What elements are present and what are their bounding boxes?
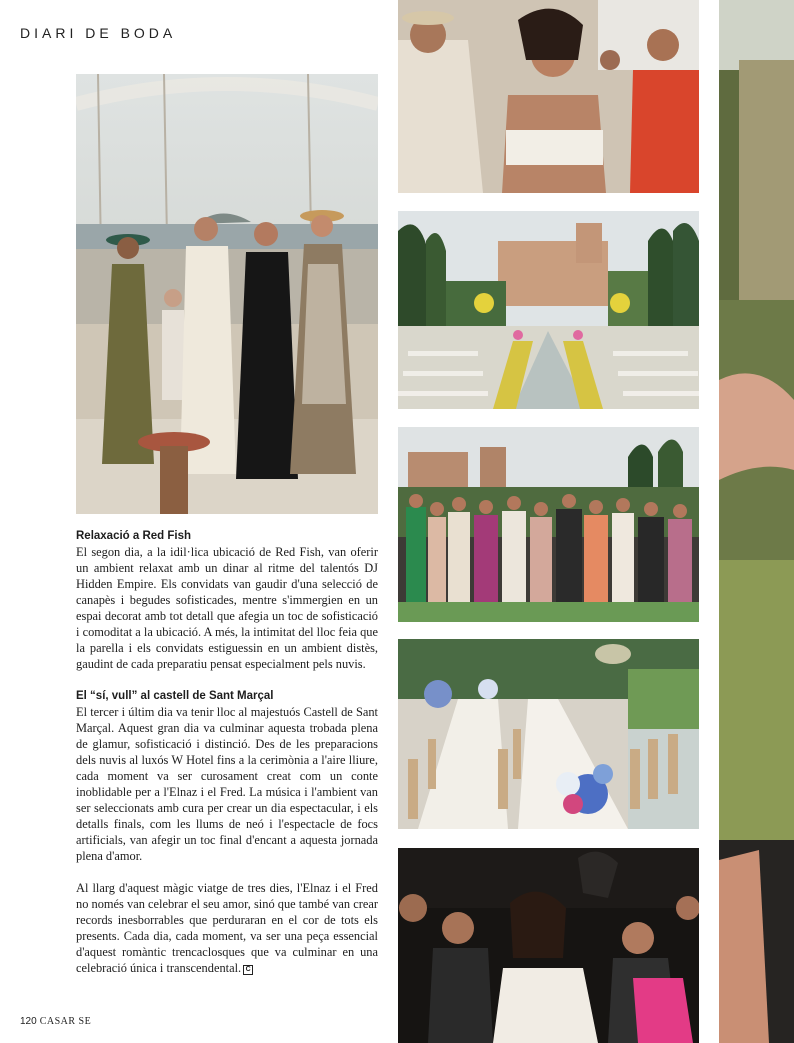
photo-castle-group (398, 427, 699, 622)
photo-top-guests (398, 0, 699, 193)
photo-castle-ceremony (398, 211, 699, 409)
page-footer (20, 1016, 91, 1027)
page-number: 120 (20, 1016, 37, 1027)
photo-right-edge (719, 0, 794, 1043)
paragraph-conclusion-text: Al llarg d'aquest màgic viatge de tres dies, l'Elnaz i el Fred no només van celebrar el seu amor, sinó que també van crear records inesborrables que perduraran en el cor de tots els presents. Cada dia, cada moment, va ser una peça essencial d'aquest romàntic trencaclosques que va culminar en una celebració única i transcendental. (76, 881, 378, 975)
paragraph-red-fish: El segon dia, a la idil·lica ubicació de Red Fish, van oferir un ambient relaxat amb un dinar al ritme del talentós DJ Hidden Empire. Els convidats van gaudir d'una selecció de canapès i begudes sofisticades, mentre s'immergien en un espai decorat amb tot detall que afegia un toc de sofisticació i comoditat a la ubicació. A més, la intimitat del lloc feia que la parella i els convidats estiguessin en un ambient distès, gaudint de cada preparatiu pensat especialment pels nuvis. (76, 545, 378, 671)
photo-beach-guests (76, 74, 378, 514)
article-body (76, 528, 378, 992)
photo-bride-party (398, 848, 699, 1043)
magazine-brand: CASAR SE (39, 1016, 92, 1027)
paragraph-sant-marcal: El tercer i últim dia va tenir lloc al majestuós Castell de Sant Marçal. Aquest gran dia va culminar aquesta trobada plena de glamur, sofisticació i distinció. Des de les preparacions dels nuvis al luxós W Hotel fins a la cerimònia a l'aire lliure, cada moment va ser curosament creat com un conte inoblidable per a l'Elnaz i el Fred. La música i l'ambient van ser seleccionats amb cura per crear un dia espectacular, i els detalls finals, com les llums de neó i l'espectacle de focs artificials, van afegir un toc final d'encant a aquesta jornada plena d'amor. (76, 705, 378, 863)
subheading-sant-marcal: El “sí, vull” al castell de Sant Marçal (76, 690, 274, 702)
end-mark-icon: C (243, 965, 253, 975)
section-label: DIARI DE BODA (20, 25, 177, 41)
subheading-red-fish: Relaxació a Red Fish (76, 530, 192, 542)
paragraph-conclusion (76, 880, 378, 976)
photo-banquet-tables (398, 639, 699, 829)
